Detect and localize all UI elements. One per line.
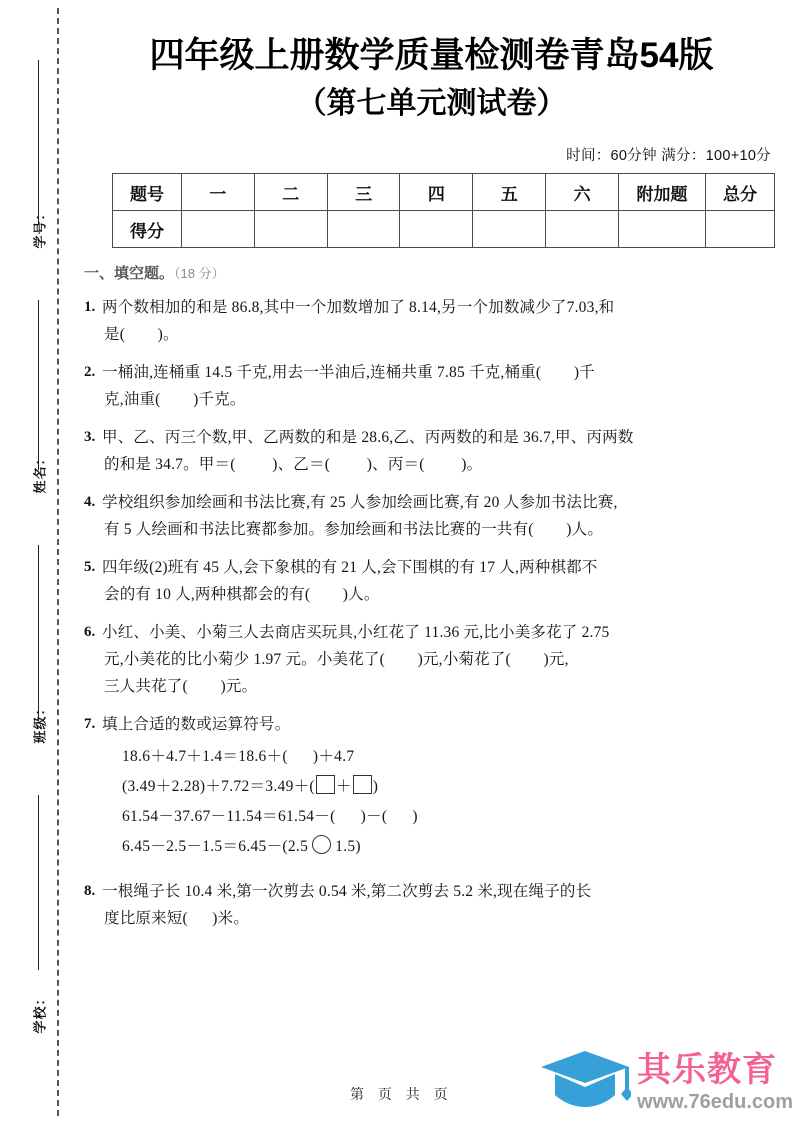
question-8-line-2: 度比原来短( )米。 (104, 910, 250, 928)
score-table (112, 173, 775, 248)
question-5-number: 5. (84, 559, 96, 576)
question-7-body (102, 711, 775, 862)
page-title (70, 34, 793, 124)
equation-4-after: 1.5) (335, 838, 361, 856)
question-1-number: 1. (84, 299, 96, 316)
question-4-number: 4. (84, 494, 96, 511)
box-blank-icon-2[interactable] (353, 775, 372, 794)
col-header-bonus: 附加题 (619, 174, 706, 211)
exam-title-main: 四年级上册数学质量检测卷青岛54版 (149, 36, 714, 75)
col-header-4: 四 (400, 174, 473, 211)
binding-margin (0, 0, 70, 1122)
question-2-number: 2. (84, 364, 96, 381)
question-8-body (102, 878, 775, 932)
row-label-question-no: 题号 (113, 174, 182, 211)
margin-label-class: 班级： (32, 701, 48, 744)
question-5-line-2: 会的有 10 人,两种棋都会的有( )人。 (104, 586, 380, 604)
question-2-line-2: 克,油重( )千克。 (104, 391, 246, 409)
question-2-body (102, 359, 775, 413)
col-header-2: 二 (254, 174, 327, 211)
col-header-1: 一 (182, 174, 255, 211)
logo-text-block (637, 1053, 793, 1112)
logo-website-url: www.76edu.com (637, 1091, 793, 1113)
circle-blank-icon[interactable] (312, 835, 331, 854)
question-7-line-1: 填上合适的数或运算符号。 (102, 716, 291, 734)
question-8-line-1: 一根绳子长 10.4 米,第一次剪去 0.54 米,第二次剪去 5.2 米,现在绳子的长 (102, 883, 592, 901)
page-number-marker: 第 页 共 页 (350, 1086, 453, 1102)
question-3-body (102, 424, 775, 478)
question-3 (84, 424, 775, 478)
score-cell-2[interactable] (254, 211, 327, 248)
score-cell-3[interactable] (327, 211, 400, 248)
question-2 (84, 359, 775, 413)
box-blank-icon-1[interactable] (316, 775, 335, 794)
score-cell-bonus[interactable] (619, 211, 706, 248)
score-cell-4[interactable] (400, 211, 473, 248)
question-3-line-1: 甲、乙、丙三个数,甲、乙两数的和是 28.6,乙、丙两数的和是 36.7,甲、丙两数 (102, 429, 634, 447)
col-header-total: 总分 (706, 174, 775, 211)
question-4-line-2: 有 5 人绘画和书法比赛都参加。参加绘画和书法比赛的一共有( )人。 (104, 521, 604, 539)
section-heading-label: 一、填空题。 (84, 265, 175, 283)
question-4-line-1: 学校组织参加绘画和书法比赛,有 25 人参加绘画比赛,有 20 人参加书法比赛, (102, 494, 618, 512)
question-6-line-1: 小红、小美、小菊三人去商店买玩具,小红花了 11.36 元,比小美多花了 2.75 (102, 624, 610, 642)
equation-2-after: ) (372, 778, 379, 796)
question-3-number: 3. (84, 429, 96, 446)
question-1-body (102, 294, 775, 348)
question-6-line-3: 三人共花了( )元。 (104, 678, 258, 696)
logo-brand-name: 其乐教育 (637, 1051, 778, 1089)
page-footer (70, 1027, 793, 1122)
exam-meta-info: 时间：60分钟 满分：100+10分 (566, 148, 771, 165)
question-6-body (102, 619, 775, 700)
margin-label-student-id: 学号： (32, 206, 48, 249)
question-1-line-1: 两个数相加的和是 86.8,其中一个加数增加了 8.14,另一个加数减少了7.03,和 (102, 299, 615, 317)
question-7 (84, 711, 775, 862)
question-5 (84, 554, 775, 608)
section-heading-fill-in-blanks (84, 262, 793, 283)
question-8 (84, 878, 775, 932)
margin-rule-3 (38, 545, 39, 720)
score-cell-total[interactable] (706, 211, 775, 248)
question-5-line-1: 四年级(2)班有 45 人,会下象棋的有 21 人,会下围棋的有 17 人,两种棋都不 (102, 559, 598, 577)
question-5-body (102, 554, 775, 608)
graduation-cap-icon (539, 1049, 631, 1116)
question-4-body (102, 489, 775, 543)
equation-2 (122, 772, 775, 802)
table-row-scores (113, 211, 775, 248)
col-header-3: 三 (327, 174, 400, 211)
equation-4-before: 6.45－2.5－1.5＝6.45－(2.5 (122, 838, 309, 856)
question-7-number: 7. (84, 716, 96, 733)
question-list (84, 294, 775, 932)
question-2-line-1: 一桶油,连桶重 14.5 千克,用去一半油后,连桶共重 7.85 千克,桶重( )千 (102, 364, 595, 382)
margin-label-school: 学校： (32, 991, 48, 1034)
question-6-line-2: 元,小美花的比小菊少 1.97 元。小美花了( )元,小菊花了( )元, (104, 651, 569, 669)
score-cell-6[interactable] (546, 211, 619, 248)
row-label-score: 得分 (113, 211, 182, 248)
margin-rule-4 (38, 795, 39, 970)
cut-line-dashed (57, 8, 59, 1116)
question-8-number: 8. (84, 883, 96, 900)
question-4 (84, 489, 775, 543)
margin-rule-2 (38, 300, 39, 470)
equation-3: 61.54－37.67－11.54＝61.54－( )－( ) (122, 808, 418, 826)
score-cell-5[interactable] (473, 211, 546, 248)
question-6 (84, 619, 775, 700)
score-cell-1[interactable] (182, 211, 255, 248)
equation-1: 18.6＋4.7＋1.4＝18.6＋( )＋4.7 (122, 748, 355, 766)
question-1 (84, 294, 775, 348)
question-1-line-2: 是( )。 (104, 326, 179, 344)
equation-2-before: (3.49＋2.28)＋7.72＝3.49＋( (122, 778, 315, 796)
margin-rule-1 (38, 60, 39, 225)
question-7-equations (122, 742, 775, 862)
score-table-container (70, 173, 793, 248)
col-header-6: 六 (546, 174, 619, 211)
question-3-line-2: 的和是 34.7。甲＝( )、乙＝( )、丙＝( )。 (104, 456, 483, 474)
exam-title-subtitle: （第七单元测试卷） (296, 86, 567, 120)
site-logo (539, 1049, 793, 1116)
equation-2-mid: ＋ (335, 778, 352, 796)
margin-label-name: 姓名： (32, 451, 48, 494)
equation-4 (122, 832, 775, 862)
table-row-header (113, 174, 775, 211)
col-header-5: 五 (473, 174, 546, 211)
question-6-number: 6. (84, 624, 96, 641)
section-points: （18 分） (174, 266, 225, 282)
exam-page (70, 0, 793, 1122)
